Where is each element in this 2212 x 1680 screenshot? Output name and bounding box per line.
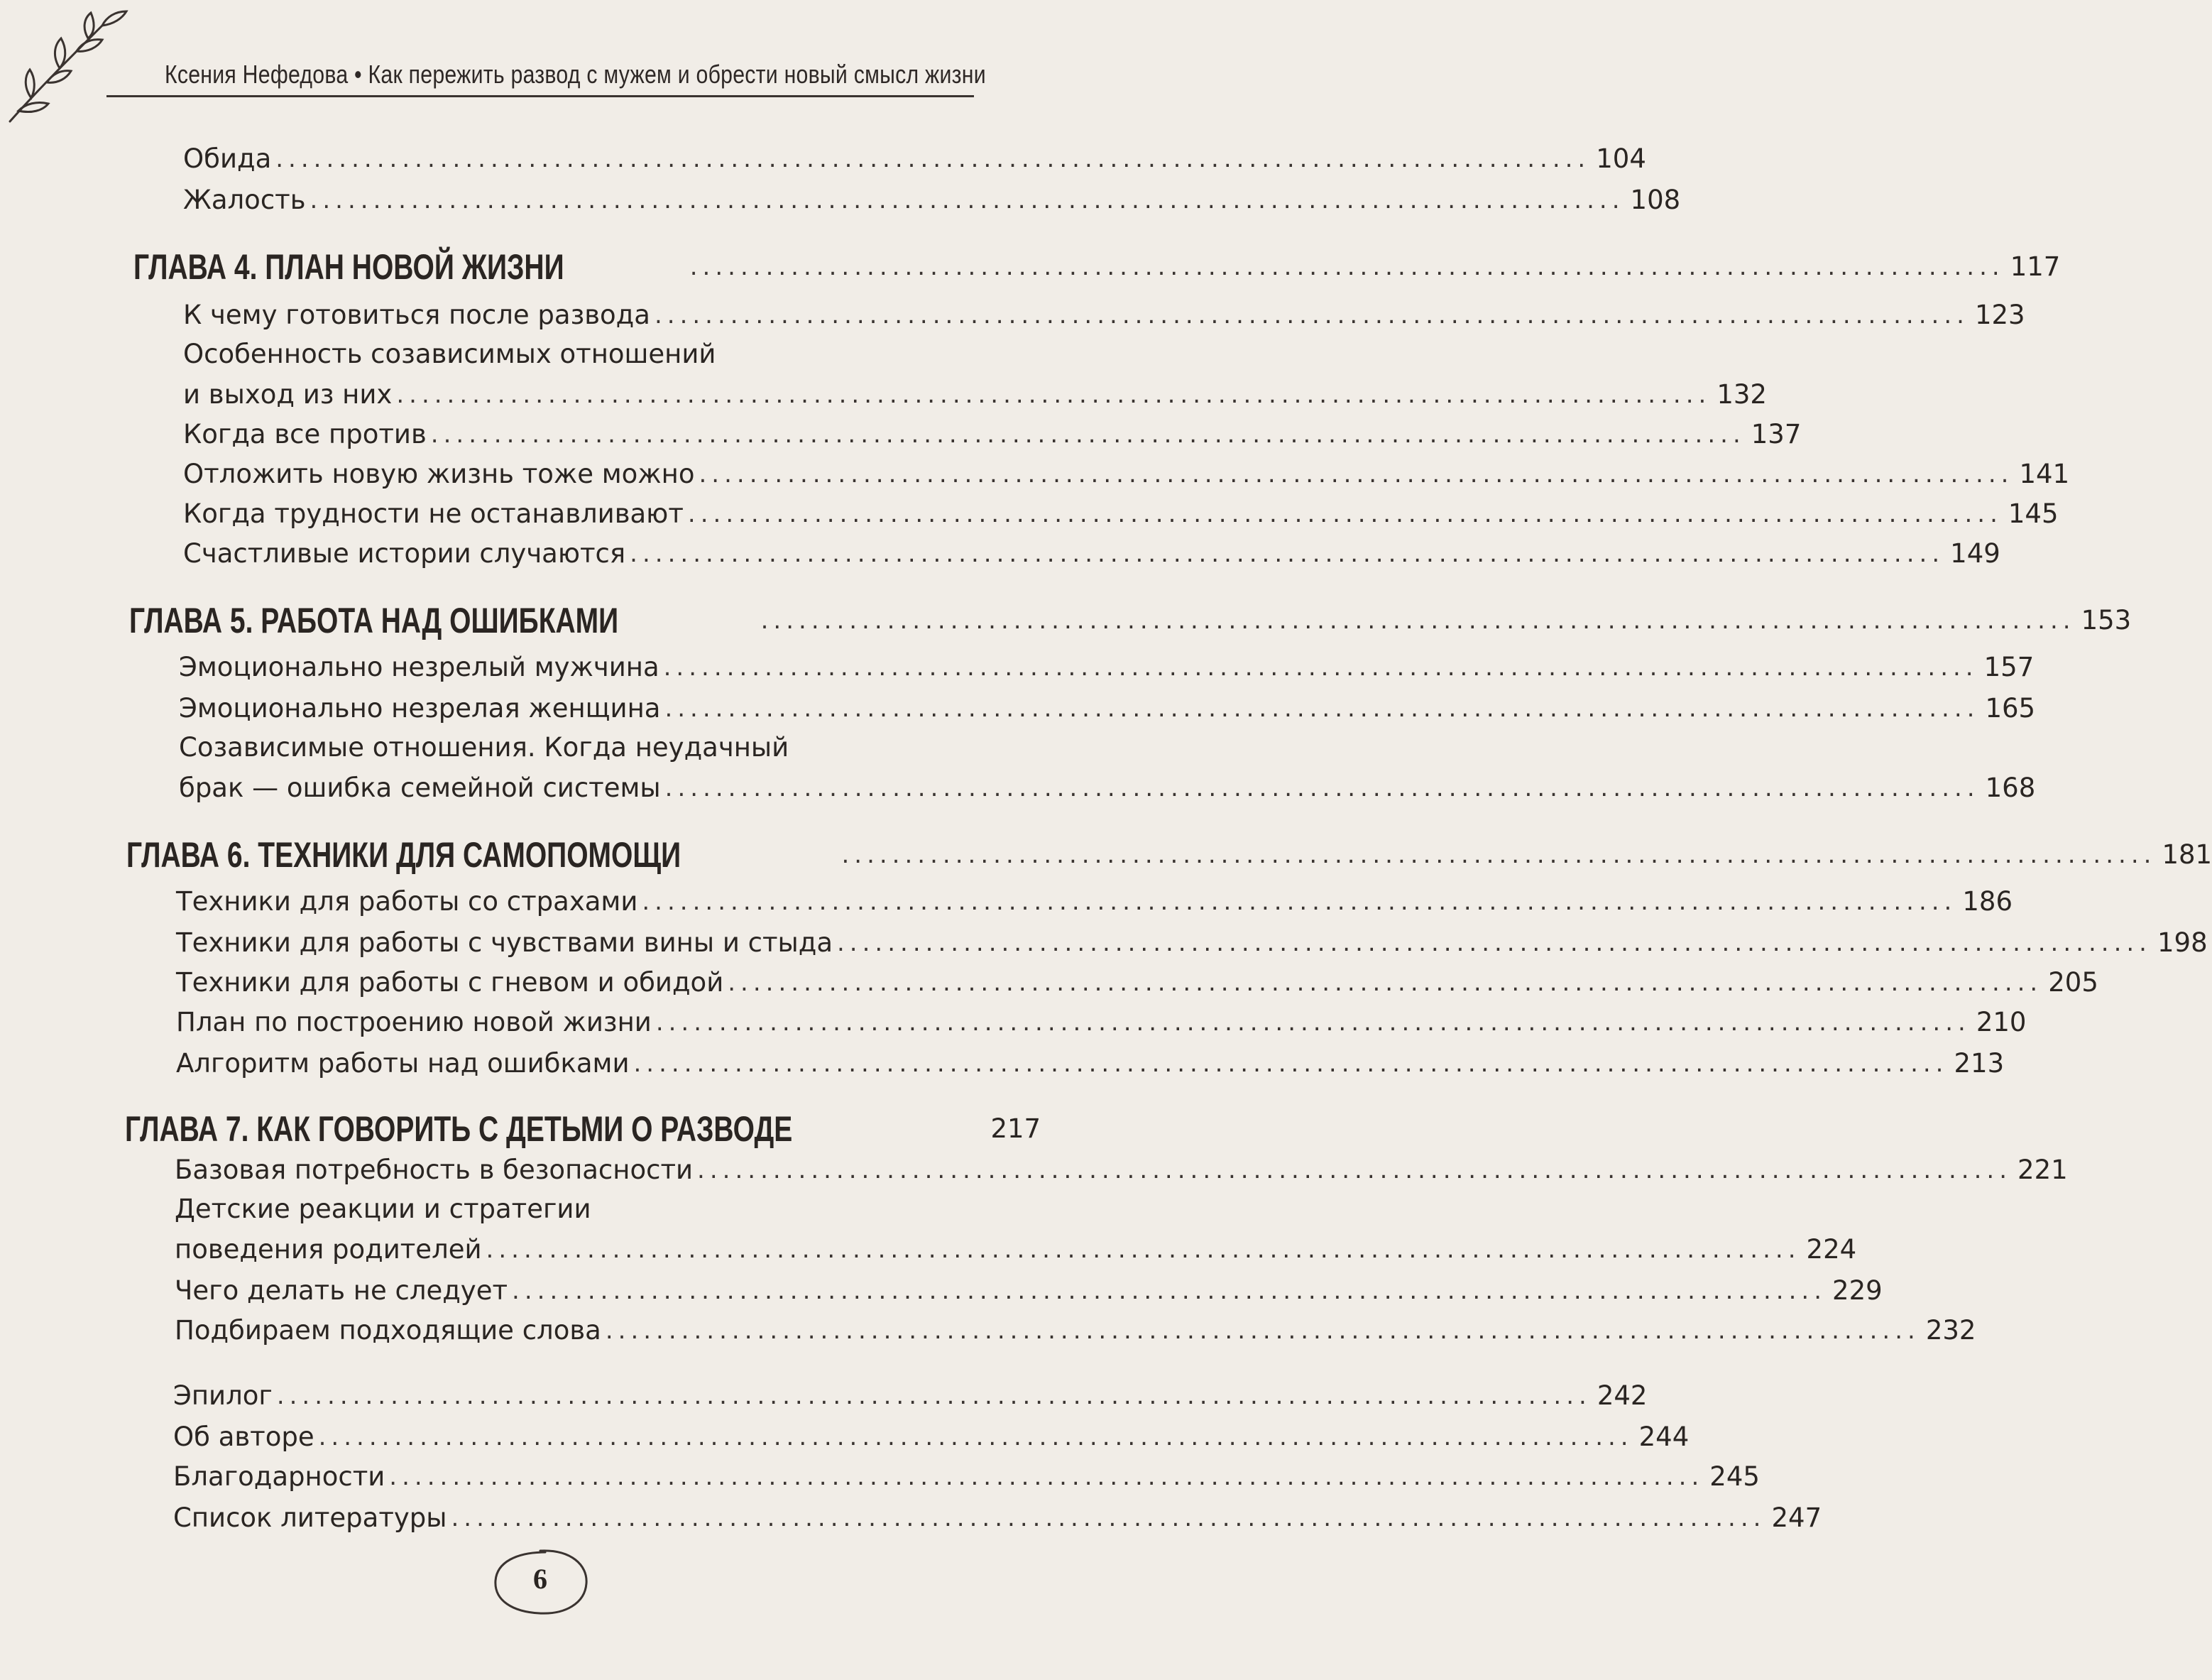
toc-entry-title: К чему готовиться после развода	[183, 300, 650, 330]
chapter-title: ГЛАВА 4. ПЛАН НОВОЙ ЖИЗНИ	[133, 247, 564, 287]
toc-entry-about-author[interactable]	[173, 1419, 1690, 1456]
toc-chapter-5[interactable]	[129, 599, 2132, 642]
toc-entry-page: 213	[1954, 1048, 2005, 1079]
dot-leader: ........................................................................................................	[687, 500, 2003, 528]
dot-leader: ........................................................................................................	[664, 694, 1980, 723]
toc-entry-title: Когда трудности не останавливают	[183, 498, 684, 529]
toc-entry-page: 247	[1771, 1502, 1822, 1533]
toc-entry-bibliography[interactable]	[173, 1500, 1822, 1537]
toc-entry[interactable]	[175, 1312, 1976, 1349]
toc-entry-page: 157	[1983, 652, 2035, 682]
toc-entry-title: Обида	[183, 143, 272, 174]
toc-entry-page: 149	[1950, 538, 2000, 569]
toc-entry-page: 245	[1709, 1461, 1760, 1492]
dot-leader: ........................................................................................................	[699, 460, 2014, 489]
toc-entry-title-line1: Детские реакции и стратегии	[175, 1194, 591, 1224]
dot-leader: ........................................................................................................	[451, 1504, 1766, 1532]
toc-entry[interactable]	[183, 416, 1802, 453]
toc-entry[interactable]	[176, 1004, 2027, 1041]
dot-leader: ........................................................................................................	[663, 653, 1978, 682]
toc-entry[interactable]	[175, 1194, 1857, 1268]
dot-leader: ........................................................................................................	[396, 381, 1712, 409]
toc-entry-page: 168	[1985, 773, 2036, 803]
running-header: Ксения Нефедова • Как пережить развод с мужем и обрести новый смысл жизни	[165, 60, 986, 89]
toc-entry-page: 141	[2019, 459, 2070, 489]
toc-entry[interactable]	[179, 690, 2036, 727]
dot-leader: ........................................................................................................	[664, 774, 1980, 802]
dot-leader: ........................................................................................................	[728, 969, 2043, 997]
toc-entry-title: Отложить новую жизнь тоже можно	[183, 459, 695, 489]
toc-entry[interactable]	[176, 964, 2098, 1001]
dot-leader: ........................................................................................................	[760, 606, 2076, 635]
toc-entry-title: Счастливые истории случаются	[183, 538, 626, 569]
dot-leader: ........................................................................................................	[837, 929, 2152, 957]
toc-entry-page: 132	[1717, 379, 1767, 410]
toc-entry-page: 244	[1638, 1422, 1690, 1452]
chapter-title: ГЛАВА 6. ТЕХНИКИ ДЛЯ САМОПОМОЩИ	[126, 835, 681, 875]
toc-entry-title: Чего делать не следует	[175, 1275, 508, 1306]
chapter-page: 153	[2081, 605, 2132, 636]
toc-entry[interactable]	[183, 297, 2025, 334]
toc-entry-title: Эмоционально незрелая женщина	[179, 693, 661, 724]
toc-entry-title: План по построению новой жизни	[176, 1007, 652, 1037]
toc-entry-title-line1: Созависимые отношения. Когда неудачный	[179, 732, 789, 763]
toc-entry[interactable]	[176, 883, 2013, 920]
page-number: 6	[533, 1563, 547, 1595]
toc-entry[interactable]	[183, 182, 1681, 219]
header-divider	[106, 95, 974, 97]
toc-entry[interactable]	[176, 1045, 2005, 1082]
dot-leader: ........................................................................................................	[605, 1316, 1920, 1345]
toc-entry-page: 232	[1925, 1315, 1976, 1346]
chapter-page: 117	[2010, 251, 2061, 282]
toc-entry-title: Благодарности	[173, 1461, 385, 1492]
toc-entry-page: 210	[1976, 1007, 2027, 1037]
toc-entry[interactable]	[176, 924, 2208, 961]
toc-entry-title: Техники для работы с гневом и обидой	[176, 967, 724, 998]
toc-entry[interactable]	[183, 535, 2000, 572]
toc-chapter-7[interactable]	[125, 1108, 1041, 1150]
dot-leader: ........................................................................................................	[689, 253, 2005, 281]
toc-entry-page: 221	[2017, 1155, 2068, 1185]
floral-sprig-icon	[3, 4, 166, 125]
dot-leader: ........................................................................................................	[633, 1049, 1949, 1078]
toc-entry[interactable]	[179, 732, 2036, 807]
dot-leader: ........................................................................................................	[430, 420, 1746, 449]
toc-entry-title: Базовая потребность в безопасности	[175, 1155, 694, 1185]
toc-entry-title: Эмоционально незрелый мужчина	[179, 652, 659, 682]
toc-entry-page: 242	[1597, 1380, 1648, 1411]
toc-entry-page: 123	[1974, 300, 2025, 330]
toc-entry-page: 137	[1751, 419, 1802, 449]
chapter-page: 181	[2162, 839, 2212, 870]
toc-entry-title: Техники для работы с чувствами вины и стыда	[176, 927, 833, 958]
toc-entry[interactable]	[183, 496, 2059, 533]
dot-leader: ........................................................................................................	[389, 1463, 1704, 1491]
dot-leader: ........................................................................................................	[630, 540, 1945, 568]
dot-leader: ........................................................................................................	[276, 1382, 1592, 1410]
toc-entry-title-line1: Особенность созависимых отношений	[183, 339, 716, 369]
toc-entry-page: 229	[1832, 1275, 1883, 1306]
toc-entry-page: 104	[1596, 143, 1646, 174]
toc-entry-title: Жалость	[183, 185, 306, 215]
dot-leader: ........................................................................................................	[654, 301, 1969, 329]
toc-entry-title: брак — ошибка семейной системы	[179, 773, 661, 803]
chapter-title: ГЛАВА 7. КАК ГОВОРИТЬ С ДЕТЬМИ О РАЗВОДЕ	[125, 1109, 793, 1149]
toc-entry-page: 205	[2048, 967, 2098, 998]
toc-entry-page: 108	[1630, 185, 1681, 215]
toc-chapter-4[interactable]	[133, 246, 2061, 288]
toc-entry-page: 224	[1806, 1234, 1857, 1265]
dot-leader: ........................................................................................................	[318, 1423, 1633, 1451]
toc-entry[interactable]	[175, 1152, 2068, 1189]
toc-entry-epilogue[interactable]	[173, 1378, 1648, 1414]
toc-entry-title: Алгоритм работы над ошибками	[176, 1048, 630, 1079]
toc-entry-title: поведения родителей	[175, 1234, 482, 1265]
toc-entry-page: 145	[2008, 498, 2059, 529]
toc-entry-page: 186	[1962, 886, 2013, 917]
dot-leader: ........................................................................................................	[512, 1277, 1827, 1305]
toc-entry-title: и выход из них	[183, 379, 393, 410]
toc-entry[interactable]	[179, 649, 2035, 686]
toc-entry-title: Об авторе	[173, 1422, 314, 1452]
dot-leader: ........................................................................................................	[655, 1008, 1971, 1037]
toc-entry-title: Список литературы	[173, 1502, 447, 1533]
toc-entry[interactable]	[183, 456, 2070, 493]
dot-leader: ........................................................................................................	[310, 186, 1625, 214]
toc-entry[interactable]	[183, 339, 1767, 413]
chapter-title: ГЛАВА 5. РАБОТА НАД ОШИБКАМИ	[129, 601, 619, 640]
toc-entry[interactable]	[183, 141, 1646, 178]
dot-leader: ........................................................................................................	[697, 1156, 2013, 1184]
toc-entry[interactable]	[175, 1272, 1883, 1309]
toc-entry-page: 198	[2157, 927, 2208, 958]
toc-entry-title: Подбираем подходящие слова	[175, 1315, 601, 1346]
dot-leader: ........................................................................................................	[486, 1236, 1801, 1264]
toc-entry-title: Когда все против	[183, 419, 427, 449]
toc-entry-title: Эпилог	[173, 1380, 273, 1411]
chapter-page: 217	[990, 1113, 1041, 1144]
dot-leader: ........................................................................................................	[841, 841, 2157, 869]
dot-leader: ........................................................................................................	[275, 145, 1591, 173]
toc-entry-acknowledgements[interactable]	[173, 1458, 1760, 1495]
toc-entry-page: 165	[1985, 693, 2036, 724]
toc-chapter-6[interactable]	[126, 834, 2212, 876]
toc-entry-title: Техники для работы со страхами	[176, 886, 638, 917]
dot-leader: ........................................................................................................	[642, 888, 1957, 916]
